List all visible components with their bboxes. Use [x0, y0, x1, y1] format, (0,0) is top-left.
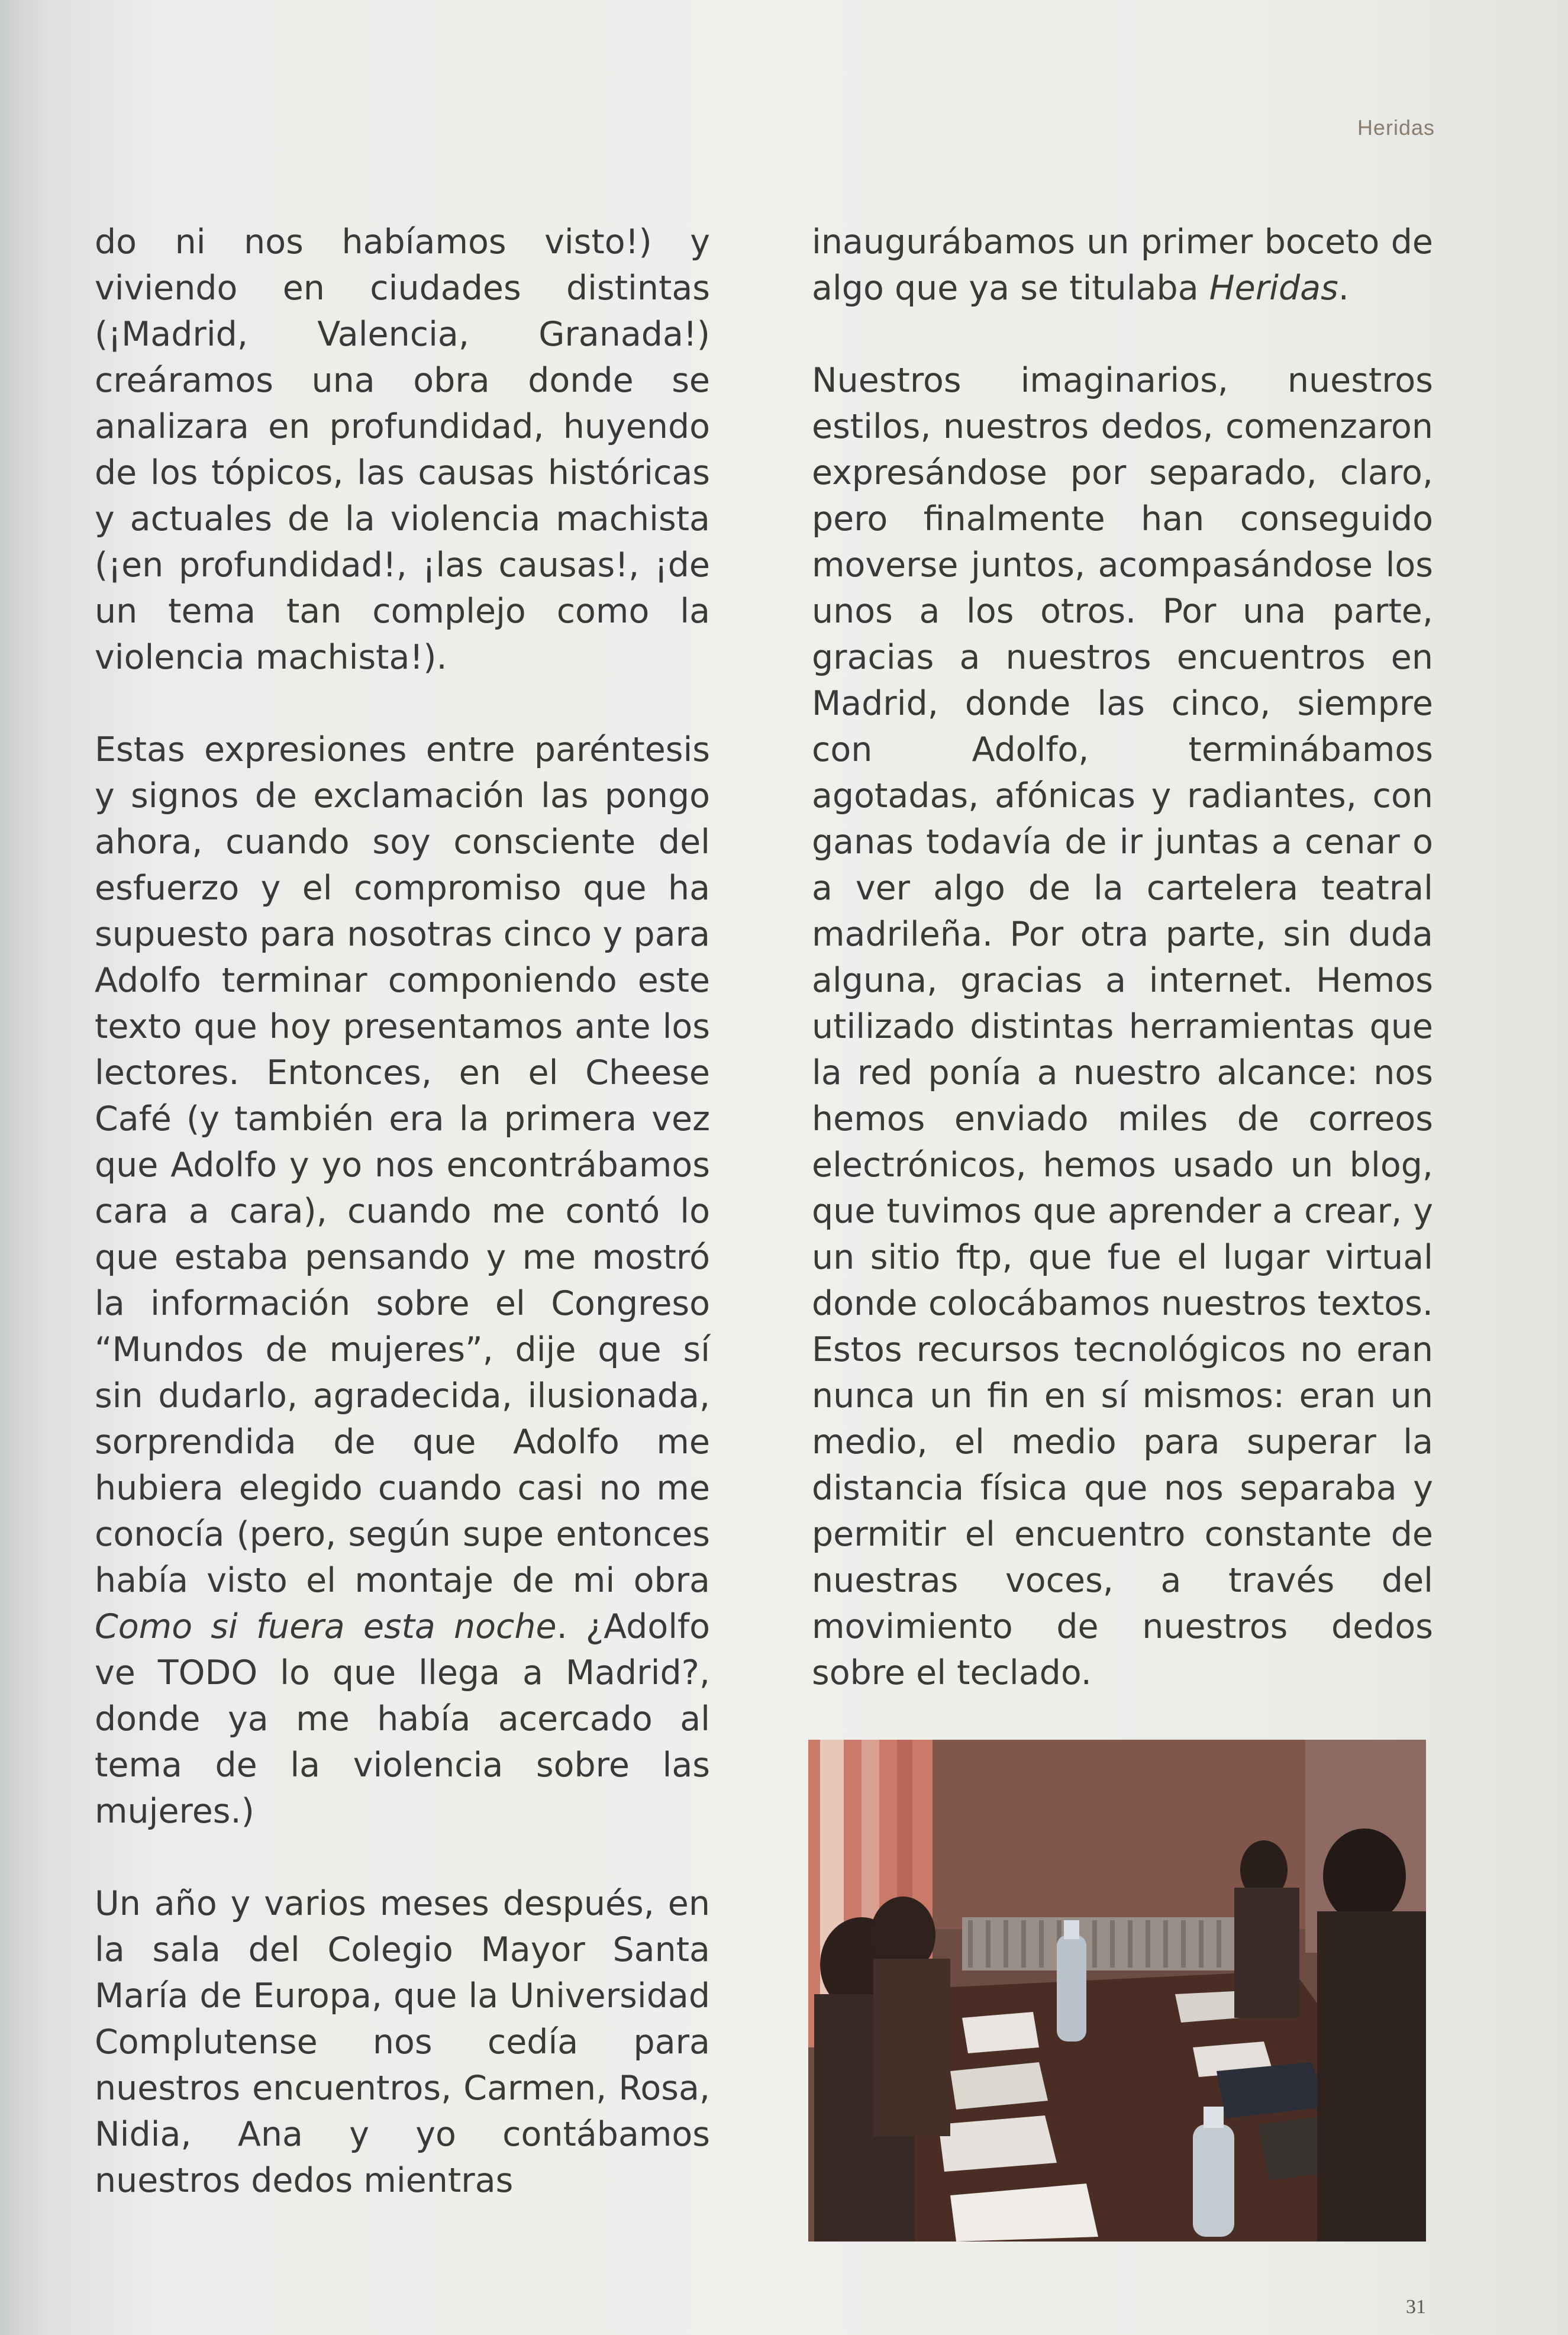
right-paragraph-1-italic-title: Heridas	[1209, 269, 1338, 308]
page-number: 31	[1406, 2296, 1426, 2318]
left-paragraph-2-italic-title: Como si fuera esta noche	[95, 1607, 557, 1646]
left-paragraph-3: Un año y varios meses después, en la sala del Colegio Mayor Santa María de Europa, que la Universidad Complutense nos cedía para nuestros encuentros, Carmen, Rosa, Nidia, Ana y yo contábamos nuestros dedos mientras	[95, 1884, 710, 2200]
left-paragraph-1: do ni nos habíamos visto!) y viviendo en ciudades distintas (¡Madrid, Valencia, Granada!) creáramos una obra donde se analizara en profundidad, huyendo de los tópicos, las causas históricas y actuales de la violencia machista (¡en profundidad!, ¡las causas!, ¡de un tema tan complejo como la violencia machista!).	[95, 222, 710, 677]
right-paragraph-1-text-b: .	[1338, 269, 1349, 308]
right-paragraph-2: Nuestros imaginarios, nuestros estilos, nuestros dedos, comenzaron expresándose por separado, claro, pero finalmente han conseguido moverse juntos, acompasándose los unos a los otros. Por una parte, gracias a nuestros encuentros en Madrid, donde las cinco, siempre con Adolfo, terminábamos agotadas, afónicas y radiantes, con ganas todavía de ir juntas a cenar o a ver algo de la cartelera teatral madrileña. Por otra parte, sin duda alguna, gracias a internet. Hemos utilizado distintas herramientas que la red ponía a nuestro alcance: nos hemos enviado miles de correos electrónicos, hemos usado un blog, que tuvimos que aprender a crear, y un sitio ftp, que fue el lugar virtual donde colocábamos nuestros textos. Estos recursos tecnológicos no eran nunca un fin en sí mismos: eran un medio, el medio para superar la distancia física que nos separaba y permitir el encuentro constante de nuestras voces, a través del movimiento de nuestros dedos sobre el teclado.	[812, 361, 1433, 1692]
right-paragraph-1-text-a: inaugurábamos un primer boceto de algo que ya se titulaba	[812, 222, 1433, 308]
left-paragraph-2	[95, 727, 710, 1834]
meeting-photo	[808, 1740, 1426, 2242]
meeting-photo-illustration	[808, 1740, 1426, 2242]
right-column	[812, 219, 1433, 1742]
running-head: Heridas	[1357, 115, 1435, 140]
right-paragraph-1	[812, 219, 1433, 311]
left-paragraph-2-text-a: Estas expresiones entre paréntesis y signos de exclamación las pongo ahora, cuando soy consciente del esfuerzo y el compromiso que ha supuesto para nosotras cinco y para Adolfo terminar componiendo este texto que hoy presentamos ante los lectores. Entonces, en el Cheese Café (y también era la primera vez que Adolfo y yo nos encontrábamos cara a cara), cuando me contó lo que estaba pensando y me mostró la información sobre el Congreso “Mundos de mujeres”, dije que sí sin dudarlo, agradecida, ilusionada, sorprendida de que Adolfo me hubiera elegido cuando casi no me conocía (pero, según supe entonces había visto el montaje de mi obra	[95, 730, 710, 1600]
left-paragraph-2-text-b: . ¿Adolfo ve TODO lo que llega a Madrid?, donde ya me había acercado al tema de la violencia sobre las mujeres.)	[95, 1607, 710, 1831]
left-column	[95, 219, 710, 2250]
